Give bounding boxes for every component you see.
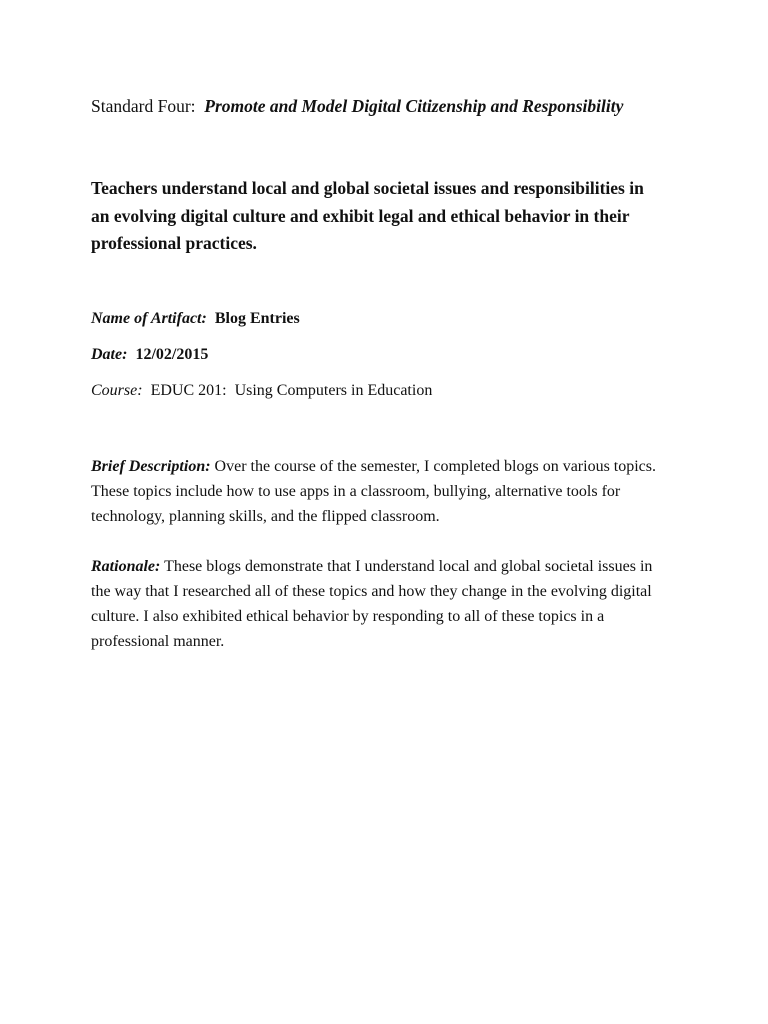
standard-statement: Teachers understand local and global societal issues and responsibilities in an evolving digital culture and exhibit legal and ethical behavior in their professional practices. (91, 178, 644, 253)
rationale-label: Rationale: (91, 558, 161, 575)
description-text: Over the course of the semester, I completed blogs on various topics. These topics include how to use apps in a classroom, bullying, alternative tools for technology, planning skills, and the flipped classroom. (91, 458, 657, 525)
rationale-paragraph (91, 554, 671, 654)
course-field (91, 380, 691, 402)
date-label: Date: (91, 346, 128, 363)
standard-heading (91, 92, 691, 121)
date-value: 12/02/2015 (135, 346, 209, 363)
rationale-text: These blogs demonstrate that I understand local and global societal issues in the way that I researched all of these topics and how they change in the evolving digital culture. I also exhibited ethical behavior by responding to all of these topics in a professional manner. (91, 558, 653, 650)
standard-label: Standard Four: (91, 96, 196, 116)
description-paragraph (91, 454, 671, 529)
artifact-label: Name of Artifact: (91, 310, 207, 327)
description-label: Brief Description: (91, 458, 211, 475)
standard-title: Promote and Model Digital Citizenship and Responsibility (204, 96, 624, 116)
course-value: EDUC 201: Using Computers in Education (150, 382, 433, 399)
course-label: Course: (91, 382, 143, 399)
date-field (91, 344, 691, 366)
artifact-field (91, 308, 691, 330)
artifact-value: Blog Entries (214, 310, 300, 327)
